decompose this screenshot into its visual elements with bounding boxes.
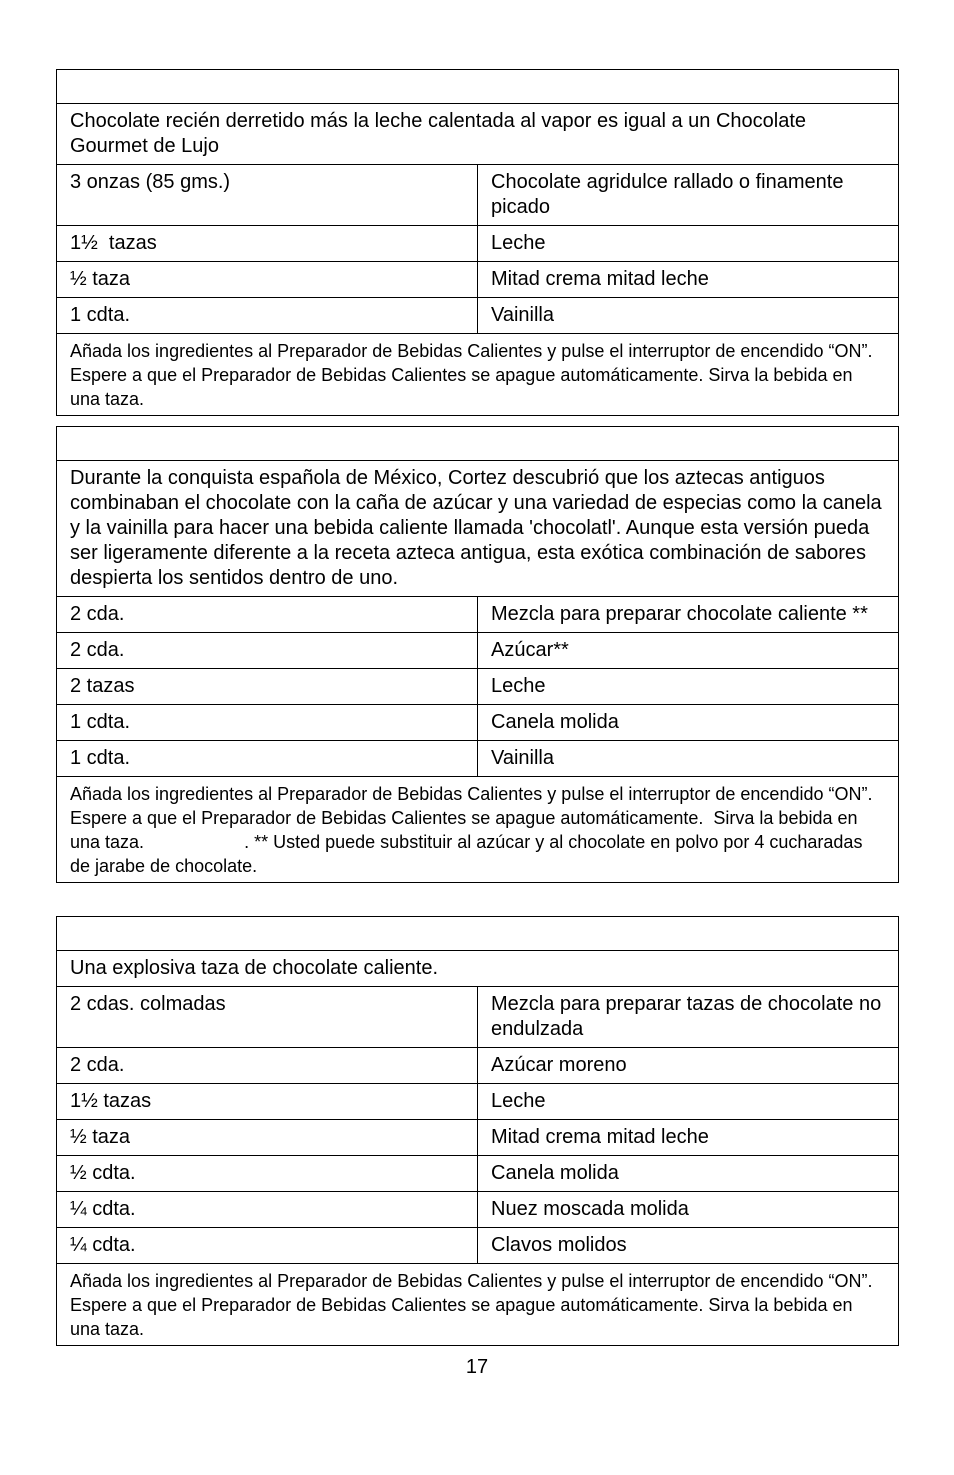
recipe-intro: Durante la conquista española de México, Cortez descubrió que los aztecas antiguos combinaban el chocolate con la caña de azúcar y una variedad de especias como la canela y la vainilla para hacer una bebida caliente llamada 'chocolatl'. Aunque esta versión pueda ser ligeramente diferente a la receta azteca antigua, esta exótica combinación de sabores despierta los sentidos dentro de uno.: [57, 461, 899, 597]
ingredient-row: [57, 987, 899, 1048]
ingredient-qty: ¼ cdta.: [57, 1192, 478, 1228]
ingredient-row: [57, 633, 899, 669]
ingredient-item: Canela molida: [478, 705, 899, 741]
ingredient-row: [57, 669, 899, 705]
ingredient-item: Mezcla para preparar tazas de chocolate no endulzada: [478, 987, 899, 1048]
ingredient-item: Vainilla: [478, 298, 899, 334]
ingredient-qty: 2 cda.: [57, 633, 478, 669]
recipe-intro: Una explosiva taza de chocolate caliente.: [57, 951, 899, 987]
ingredient-row: [57, 1228, 899, 1264]
ingredient-item: Leche: [478, 669, 899, 705]
recipe-instructions: Añada los ingredientes al Preparador de Bebidas Calientes y pulse el interruptor de encendido “ON”. Espere a que el Preparador de Bebidas Calientes se apague automáticamente. Sirva la bebida en una taza.: [57, 1264, 899, 1346]
ingredient-item: Chocolate agridulce rallado o finamente picado: [478, 165, 899, 226]
ingredient-item: Vainilla: [478, 741, 899, 777]
ingredient-row: [57, 1084, 899, 1120]
ingredient-qty: 1 cdta.: [57, 298, 478, 334]
ingredient-qty: 2 cda.: [57, 597, 478, 633]
recipe-title: [57, 70, 899, 104]
ingredient-row: [57, 226, 899, 262]
ingredient-item: Mitad crema mitad leche: [478, 1120, 899, 1156]
ingredient-item: Azúcar moreno: [478, 1048, 899, 1084]
ingredient-row: [57, 165, 899, 226]
recipe-instructions: Añada los ingredientes al Preparador de Bebidas Calientes y pulse el interruptor de encendido “ON”. Espere a que el Preparador de Bebidas Calientes se apague automáticamente. Sirva la bebida en una taza.: [57, 334, 899, 416]
ingredient-item: Leche: [478, 1084, 899, 1120]
ingredient-row: [57, 298, 899, 334]
ingredient-row: [57, 262, 899, 298]
ingredient-qty: ½ taza: [57, 1120, 478, 1156]
ingredient-row: [57, 597, 899, 633]
ingredient-row: [57, 1048, 899, 1084]
ingredient-qty: 1 cdta.: [57, 741, 478, 777]
recipe-title: [57, 427, 899, 461]
ingredient-item: Nuez moscada molida: [478, 1192, 899, 1228]
ingredient-item: Azúcar**: [478, 633, 899, 669]
ingredient-qty: 1 cdta.: [57, 705, 478, 741]
ingredient-item: Mitad crema mitad leche: [478, 262, 899, 298]
recipe-table-1: [56, 69, 899, 416]
ingredient-row: [57, 1120, 899, 1156]
ingredient-qty: 2 tazas: [57, 669, 478, 705]
ingredient-qty: 1½ tazas: [57, 226, 478, 262]
recipe-table-2: [56, 426, 899, 883]
ingredient-qty: 2 cdas. colmadas: [57, 987, 478, 1048]
ingredient-qty: ½ taza: [57, 262, 478, 298]
ingredient-row: [57, 705, 899, 741]
ingredient-item: Mezcla para preparar chocolate caliente **: [478, 597, 899, 633]
ingredient-row: [57, 1192, 899, 1228]
recipe-instructions: Añada los ingredientes al Preparador de Bebidas Calientes y pulse el interruptor de encendido “ON”. Espere a que el Preparador de Bebidas Calientes se apague automáticamente. Sirva la bebida en una taza. . ** Usted puede substituir al azúcar y al chocolate en polvo por 4 cucharadas de jarabe de chocolate.: [57, 777, 899, 883]
ingredient-row: [57, 1156, 899, 1192]
ingredient-row: [57, 741, 899, 777]
ingredient-item: Clavos molidos: [478, 1228, 899, 1264]
page-number: 17: [465, 1356, 489, 1378]
ingredient-qty: ½ cdta.: [57, 1156, 478, 1192]
recipe-title: [57, 917, 899, 951]
recipe-table-3: [56, 916, 899, 1346]
ingredient-item: Canela molida: [478, 1156, 899, 1192]
ingredient-qty: 1½ tazas: [57, 1084, 478, 1120]
ingredient-qty: 2 cda.: [57, 1048, 478, 1084]
ingredient-item: Leche: [478, 226, 899, 262]
ingredient-qty: ¼ cdta.: [57, 1228, 478, 1264]
ingredient-qty: 3 onzas (85 gms.): [57, 165, 478, 226]
recipe-intro: Chocolate recién derretido más la leche calentada al vapor es igual a un Chocolate Gourmet de Lujo: [57, 104, 899, 165]
